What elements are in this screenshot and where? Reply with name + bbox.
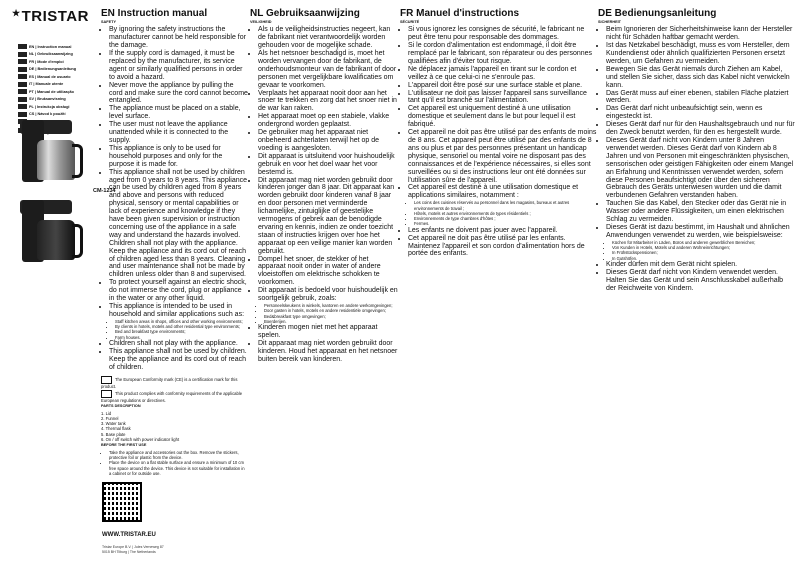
list-item: • Dieses Gerät darf nicht von Kindern verwendet werden. Halten Sie das Gerät und sein Anschlusskabel außerhalb der Reichweite von Kindern. <box>606 269 795 293</box>
list-item: • This appliance shall not be used by children. Keep the appliance and its cord out of reach of children. <box>109 348 248 372</box>
list-item: • The appliance must be placed on a stable, level surface. <box>109 105 248 121</box>
list-item: • Boerderijen. <box>264 319 398 324</box>
list-item: • Staff kitchen areas in shops, offices and other working environments; <box>115 319 248 324</box>
list-item: • Si vous ignorez les consignes de sécurité, le fabricant ne peut être tenu pour responsable des dommages. <box>408 26 597 42</box>
en-uses-list <box>101 319 248 340</box>
list-item: • In Frühstückspensionen; <box>612 250 795 255</box>
list-item: • This appliance is only to be used for household purposes and only for the purpose it is made for. <box>109 145 248 169</box>
list-item: 4. Thermal flask <box>101 426 131 432</box>
en-safety-list <box>101 26 248 319</box>
list-item: • Dit apparaat is bedoeld voor huishoudelijk en soortgelijk gebruik, zoals: <box>258 287 398 303</box>
column-de <box>598 8 795 293</box>
flag-box-icon <box>18 67 27 72</box>
fr-uses-list <box>400 200 597 226</box>
en-before-heading: BEFORE THE FIRST USE <box>101 443 147 448</box>
list-item: • Dit apparaat is uitsluitend voor huishoudelijk gebruik en voor het doel waar het voor bestemd is. <box>258 153 398 177</box>
fr-safety-heading: SÉCURITÉ <box>400 20 420 24</box>
qr-code <box>104 484 140 520</box>
list-item: • Cet appareil ne doit pas être utilisé par des enfants de moins de 8 ans. Cet appareil peut être utilisé par des enfants de 8 ans ou plus et par des personnes présentant un handicap physique, sensoriel ou mental voire ne disposant pas des connaissances et de l'expérience nécessaires, si elles sont surveillées ou si des instructions leur ont été données sur l'utilisation sûre de l'appareil. <box>408 129 597 184</box>
language-item <box>18 52 78 57</box>
flag-box-icon <box>18 74 27 79</box>
de-safety-heading: SICHERHEIT <box>598 20 621 24</box>
list-item: • Dieses Gerät ist dazu bestimmt, im Haushalt und ähnlichen Anwendungen verwendet zu werden, wie beispielsweise: <box>606 224 795 240</box>
star-icon: ★ <box>12 8 21 18</box>
list-item: • Never move the appliance by pulling the cord and make sure the cord cannot become entangled. <box>109 82 248 106</box>
list-item: • Als het netsnoer beschadigd is, moet het worden vervangen door de fabrikant, de onderhoudsmonteur van de fabrikant of door personen met vergelijkbare kwalificaties om gevaar te voorkomen. <box>258 50 398 90</box>
nl-title: NL Gebruiksaanwijzing <box>250 8 360 19</box>
list-item: • Als u de veiligheidsinstructies negeert, kan de fabrikant niet verantwoordelijk worden gehouden voor de mogelijke schade. <box>258 26 398 50</box>
list-item: • This appliance is intended to be used in household and similar applications such as: <box>109 303 248 319</box>
fr-safety-list <box>400 26 597 200</box>
list-item: • Küchen für Mitarbeiter in Läden, Büros und anderen gewerblichen Bereichen; <box>612 240 795 245</box>
list-item: • Fermes. <box>414 221 597 226</box>
de-safety-list <box>598 26 795 239</box>
de-uses-list <box>598 240 795 261</box>
language-item <box>18 104 78 109</box>
product-image-2 <box>14 200 84 262</box>
flag-box-icon <box>18 52 27 57</box>
list-item: • Personeelskeukens in winkels, kantoren en andere werkomgevingen; <box>264 303 398 308</box>
list-item: 1. Lid <box>101 410 112 416</box>
language-label: FR | Mode d'emploi <box>29 59 64 64</box>
language-item <box>18 59 78 64</box>
language-item <box>18 74 78 79</box>
language-label: EN | Instruction manual <box>29 44 72 49</box>
list-item: • Environnements de type chambres d'hôtes ; <box>414 216 597 221</box>
list-item: • By clients in hotels, motels and other residential type environments; <box>115 324 248 329</box>
list-item: • Dompel het snoer, de stekker of het apparaat nooit onder in water of andere vloeistoffen om elektrische schokken te voorkomen. <box>258 256 398 288</box>
language-label: CS | Návod k použití <box>29 112 66 116</box>
column-fr <box>400 8 597 258</box>
list-item: • Bed and breakfast type environments; <box>115 329 248 334</box>
list-item: • Les enfants ne doivent pas jouer avec l'appareil. <box>408 227 597 235</box>
flag-box-icon <box>18 97 27 102</box>
en-parts-heading: PARTS DESCRIPTION <box>101 404 141 409</box>
list-item: • Les coins des cuisines réservés au personnel dans les magasins, bureaux et autres environnements de travail ; <box>414 200 597 211</box>
language-item <box>18 112 78 117</box>
nl-safety2-list <box>250 324 398 364</box>
model-number: CM-1234 <box>93 188 116 194</box>
list-item: • Cet appareil ne doit pas être utilisé par les enfants. Maintenez l'appareil et son cordon d'alimentation hors de portée des enfants. <box>408 235 597 259</box>
language-label: DE | Bedienungsanleitung <box>29 67 77 71</box>
ce-paragraph: The European Conformity mark (CE) is a certification mark for this product. <box>101 376 238 389</box>
list-item: • Het apparaat moet op een stabiele, vlakke ondergrond worden geplaatst. <box>258 113 398 129</box>
list-item: • Dieses Gerät darf nur für den Haushaltsgebrauch und nur für den Zweck benutzt werden, für den es hergestellt wurde. <box>606 121 795 137</box>
list-item: • Von Kunden in Hotels, Motels und anderen Wohneinrichtungen; <box>612 245 795 250</box>
list-item: • Verplaats het apparaat nooit door aan het snoer te trekken en zorg dat het snoer niet in de war kan raken. <box>258 90 398 114</box>
language-label: PL | Instrukcja obsługi <box>29 104 70 109</box>
language-item <box>18 82 78 87</box>
list-item: • Tauchen Sie das Kabel, den Stecker oder das Gerät nie in Wasser oder andere Flüssigkeiten, um einen elektrischen Schlag zu vermeiden. <box>606 200 795 224</box>
fr-safety2-list <box>400 227 597 259</box>
fr-title: FR Manuel d'instructions <box>400 8 520 19</box>
nl-safety-list <box>250 26 398 303</box>
en-safety-heading: SAFETY <box>101 20 116 24</box>
language-label: NL | Gebruiksaanwijzing <box>29 52 73 56</box>
de-safety2-list <box>598 261 795 293</box>
nl-uses-list <box>250 303 398 324</box>
list-item: • Door gasten in hotels, motels en andere residentiële omgevingen; <box>264 308 398 313</box>
ce-icon <box>101 376 112 384</box>
list-item: 6. On / off switch with power indicator light <box>101 437 180 443</box>
list-item: • Kinder dürfen mit dem Gerät nicht spielen. <box>606 261 795 269</box>
list-item: • Cet appareil est uniquement destiné à une utilisation domestique et seulement dans le but pour lequel il est fabriqué. <box>408 105 597 129</box>
column-nl <box>250 8 398 364</box>
list-item: • L'appareil doit être posé sur une surface stable et plane. <box>408 82 597 90</box>
list-item: • Dit apparaat mag niet worden gebruikt door kinderen. Houd het apparaat en het netsnoer buiten bereik van kinderen. <box>258 340 398 364</box>
list-item: • By ignoring the safety instructions the manufacturer cannot be held responsible for the damage. <box>109 26 248 50</box>
list-item: • Dieses Gerät darf nicht von Kindern unter 8 Jahren verwendet werden. Dieses Gerät darf von Kindern ab 8 Jahren und von Personen mit eingeschränkten physischen, sensorischen oder geistigen Fähigkeiten oder einem Mangel an Erfahrung und Kenntnissen verwendet werden, sofern diese Personen beaufsichtigt oder über den sicheren Gebrauch des Geräts unterwiesen wurden und die damit verbundenen Gefahren verstanden haben. <box>606 137 795 200</box>
language-label: IT | Manuale utente <box>29 82 64 86</box>
list-item: • Hôtels, motels et autres environnements de types résidentiels ; <box>414 211 597 216</box>
weee-paragraph: This product complies with conformity requirements of the applicable European regulations or directives. <box>101 391 243 403</box>
list-item: • Bed&breakfast type omgevingen; <box>264 314 398 319</box>
language-item <box>18 97 78 102</box>
en-title: EN Instruction manual <box>101 8 208 19</box>
list-item: 2. Funnel <box>101 415 119 421</box>
list-item: • To protect yourself against an electric shock, do not immerse the cord, plug or appliance in the water or any other liquid. <box>109 279 248 303</box>
flag-box-icon <box>18 89 27 94</box>
bin-icon <box>101 390 112 398</box>
list-item: • The user must not leave the appliance unattended while it is connected to the supply. <box>109 121 248 145</box>
list-item: • Cet appareil est destiné à une utilisation domestique et applications similaires, notamment : <box>408 184 597 200</box>
list-item: • Beim Ignorieren der Sicherheitshinweise kann der Hersteller nicht für Schäden haftbar gemacht werden. <box>606 26 795 42</box>
list-item: • Farm houses. <box>115 335 248 340</box>
flag-box-icon <box>18 104 27 109</box>
language-item <box>18 44 78 49</box>
flag-box-icon <box>18 82 27 87</box>
de-title: DE Bedienungsanleitung <box>598 8 717 19</box>
list-item: • L'utilisateur ne doit pas laisser l'appareil sans surveillance tant qu'il est branché sur l'alimentation. <box>408 90 597 106</box>
language-item <box>18 89 78 94</box>
list-item: • Children shall not play with the appliance. <box>109 340 248 348</box>
list-item: 3. Water tank <box>101 421 126 427</box>
list-item: • This appliance shall not be used by children aged from 0 years to 8 years. This appliance can be used by children aged from 8 years and above and persons with reduced physical, sensory or mental capabilities or lack of experience and knowledge if they have been given supervision or instruction concerning use of the appliance in a safe way and understand the hazards involved. Children shall not play with the appliance. Keep the appliance and its cord out of reach of children aged less than 8 years. Cleaning and user maintenance shall not be made by children unless older than 8 and supervised. <box>109 169 248 280</box>
flag-box-icon <box>18 44 27 49</box>
column-en <box>101 8 248 476</box>
list-item: • Place the device on a flat stable surface and ensure a minimum of 10 cm free space around the device. This device is not suitable for installation in a cabinet or for outside use. <box>109 460 248 476</box>
flag-box-icon <box>18 59 27 64</box>
language-label: ES | Manual de usuario <box>29 74 71 79</box>
website: WWW.TRISTAR.EU <box>102 532 156 538</box>
list-item: • Ist das Netzkabel beschädigt, muss es vom Hersteller, dem Kundendienst oder ähnlich qualifizierten Personen ersetzt werden, um Gefahren zu vermeiden. <box>606 42 795 66</box>
list-item: • Take the appliance and accessories out the box. Remove the stickers, protective foil or plastic from the device. <box>109 450 248 461</box>
city: 5015 BH Tilburg | The Netherlands <box>102 550 156 554</box>
list-item: • Kinderen mogen niet met het apparaat spelen. <box>258 324 398 340</box>
list-item: • In Gutshöfen. <box>612 256 795 261</box>
list-item: • Ne déplacez jamais l'appareil en tirant sur le cordon et veillez à ce que celui-ci ne s'enroule pas. <box>408 66 597 82</box>
list-item: • Bewegen Sie das Gerät niemals durch Ziehen am Kabel, und stellen Sie sicher, dass sich das Kabel nicht verwickeln kann. <box>606 66 795 90</box>
list-item: 5. Base plate <box>101 431 126 437</box>
list-item: • Si le cordon d'alimentation est endommagé, il doit être remplacé par le fabricant, son réparateur ou des personnes qualifiées afin d'éviter tout risque. <box>408 42 597 66</box>
language-label: PT | Manual de utilização <box>29 89 74 94</box>
flag-box-icon <box>18 112 27 117</box>
address: Tristar Europe B.V. | Jules Verneweg 87 <box>102 545 164 549</box>
en-safety2-list <box>101 340 248 372</box>
language-label: SV | Bruksanvisning <box>29 97 66 101</box>
list-item: • Dit apparaat mag niet worden gebruikt door kinderen jonger dan 8 jaar. Dit apparaat kan worden gebruikt door kinderen vanaf 8 jaar en door personen met verminderde lichamelijke, zintuiglijke of geestelijke vermogens of gebrek aan de benodigde ervaring en kennis, indien ze onder toezicht staan of instructies krijgen over hoe het apparaat op een veilige manier kan worden gebruikt. <box>258 177 398 256</box>
product-image-1 <box>14 120 84 182</box>
nl-safety-heading: VEILIGHEID <box>250 20 272 24</box>
list-item: • Das Gerät muss auf einer ebenen, stabilen Fläche platziert werden. <box>606 90 795 106</box>
list-item: • If the supply cord is damaged, it must be replaced by the manufacturer, its service agent or similarly qualified persons in order to avoid a hazard. <box>109 50 248 82</box>
brand-logo: ★TRISTAR <box>12 8 89 25</box>
language-item <box>18 67 78 72</box>
list-item: • De gebruiker mag het apparaat niet onbeheerd achterlaten terwijl het op de voeding is aangesloten. <box>258 129 398 153</box>
list-item: • Das Gerät darf nicht unbeaufsichtigt sein, wenn es eingesteckt ist. <box>606 105 795 121</box>
en-parts-list <box>101 411 248 443</box>
en-before-list <box>101 450 248 476</box>
